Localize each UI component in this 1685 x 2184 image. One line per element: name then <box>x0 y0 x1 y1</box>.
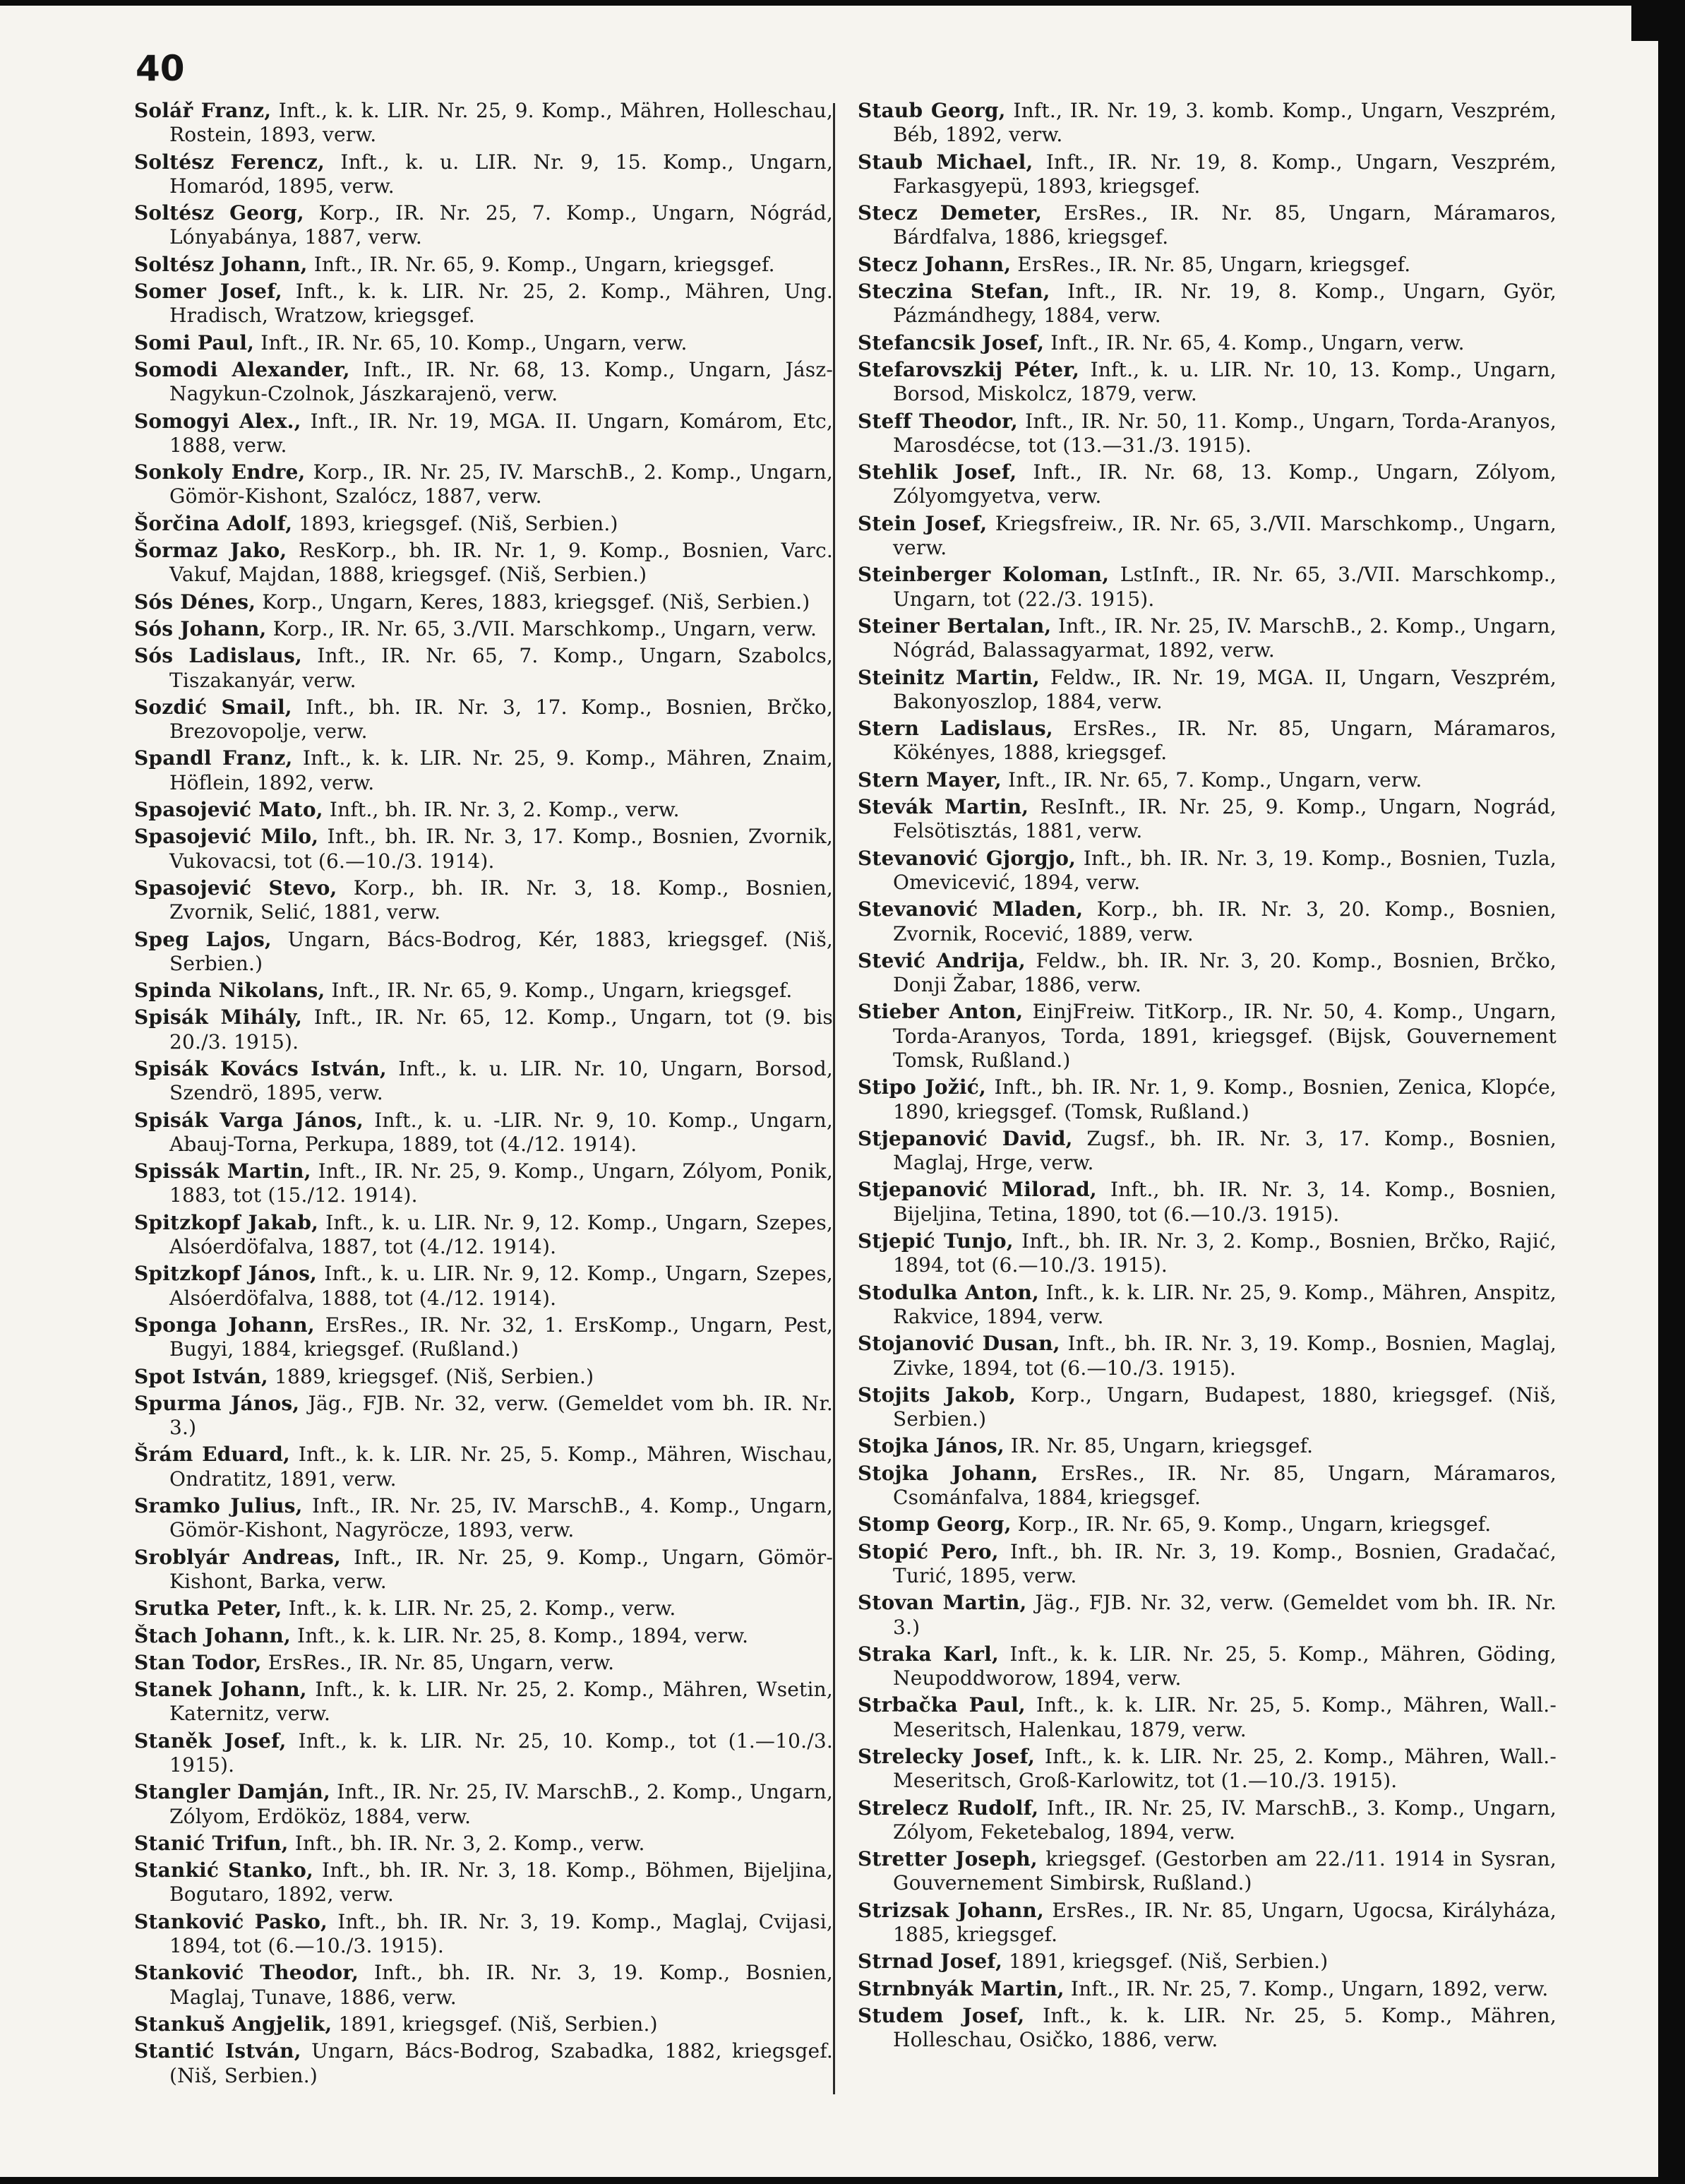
list-entry <box>134 1057 833 1106</box>
list-entry <box>134 99 833 148</box>
entry-name: Spot István, <box>134 1364 268 1388</box>
entry-details: Inft., k. u. LIR. Nr. 9, 15. Komp., Ungarn, Homaród, 1895, verw. <box>169 150 833 198</box>
list-entry <box>134 979 833 1003</box>
list-entry <box>134 1443 833 1491</box>
list-entry <box>858 1229 1557 1278</box>
entry-details: IR. Nr. 85, Ungarn, kriegsgef. <box>1004 1434 1314 1458</box>
entry-details: Inft., bh. IR. Nr. 3, 18. Komp., Böhmen, Bijeljina, Bogutaro, 1892, verw. <box>169 1858 833 1906</box>
entry-name: Sós Johann, <box>134 616 267 640</box>
list-entry <box>858 614 1557 663</box>
scan-border-right <box>1658 0 1685 2184</box>
list-entry <box>134 696 833 744</box>
entry-details: Inft., bh. IR. Nr. 3, 19. Komp., Bosnien, Gradačać, Turić, 1895, verw. <box>893 1539 1557 1587</box>
entry-details: Inft., k. u. LIR. Nr. 10, 13. Komp., Ungarn, Borsod, Miskolcz, 1879, verw. <box>893 357 1557 406</box>
entry-name: Stecz Johann, <box>858 252 1012 276</box>
entry-name: Stjepić Tunjo, <box>858 1229 1014 1253</box>
entry-name: Stanković Pasko, <box>134 1909 328 1933</box>
entry-name: Stretter Joseph, <box>858 1847 1038 1871</box>
list-entry <box>858 1847 1557 1896</box>
entry-name: Stojka Johann, <box>858 1461 1038 1485</box>
entry-details: Inft., k. k. LIR. Nr. 25, 2. Komp., Mähren, Wall.-Meseritsch, Groß-Karlowitz, tot (1.—10./3. 1915). <box>893 1745 1557 1793</box>
entry-details: Inft., IR. Nr. 25, 9. Komp., Ungarn, Zólyom, Ponik, 1883, tot (15./12. 1914). <box>169 1159 833 1207</box>
list-entry <box>134 331 833 355</box>
list-entry <box>858 1512 1557 1536</box>
entry-name: Steiner Bertalan, <box>858 614 1052 638</box>
list-entry <box>858 717 1557 765</box>
list-entry <box>134 617 833 641</box>
list-entry <box>134 1858 833 1907</box>
entry-name: Šormaz Jako, <box>134 539 287 563</box>
entry-name: Stojanović Dusan, <box>858 1332 1060 1356</box>
entry-name: Sozdić Smail, <box>134 695 292 719</box>
list-entry <box>134 280 833 328</box>
entry-details: Inft., k. k. LIR. Nr. 25, 5. Komp., Mähren, Wischau, Ondratitz, 1891, verw. <box>169 1443 833 1491</box>
list-entry <box>134 512 833 536</box>
entry-name: Straka Karl, <box>858 1642 999 1666</box>
list-entry <box>858 1000 1557 1073</box>
list-entry <box>134 1780 833 1829</box>
list-entry <box>134 1159 833 1208</box>
list-entry <box>858 1434 1557 1458</box>
entry-details: Inft., bh. IR. Nr. 3, 19. Komp., Bosnien, Maglaj, Zivke, 1894, tot (6.—10./3. 1915). <box>893 1332 1557 1380</box>
entry-name: Soltész Johann, <box>134 252 308 276</box>
list-entry <box>858 1383 1557 1432</box>
entry-details: Inft., bh. IR. Nr. 3, 17. Komp., Bosnien, Brčko, Brezovopolje, verw. <box>169 695 834 744</box>
list-entry <box>858 1899 1557 1947</box>
entry-name: Sroblyár Andreas, <box>134 1545 341 1569</box>
entry-name: Sós Ladislaus, <box>134 644 302 668</box>
entry-details: Inft., bh. IR. Nr. 3, 14. Komp., Bosnien, Bijeljina, Tetina, 1890, tot (6.—10./3. 1915). <box>893 1178 1557 1226</box>
list-entry <box>858 1281 1557 1330</box>
entry-details: Inft., IR. Nr. 25, IV. MarschB., 2. Komp., Ungarn, Zólyom, Erdököz, 1884, verw. <box>169 1780 833 1828</box>
entry-details: Inft., k. k. LIR. Nr. 25, 2. Komp., verw. <box>282 1597 676 1621</box>
entry-details: Jäg., FJB. Nr. 32, verw. (Gemeldet vom bh. IR. Nr. 3.) <box>169 1391 833 1440</box>
entry-name: Stjepanović Milorad, <box>858 1178 1097 1202</box>
list-entry <box>858 1462 1557 1510</box>
entry-details: Inft., IR. Nr. 25, 7. Komp., Ungarn, 1892, verw. <box>1064 1976 1549 2000</box>
entry-name: Stojits Jakob, <box>858 1383 1017 1407</box>
scan-border-bottom <box>0 2177 1685 2184</box>
entry-details: Inft., IR. Nr. 25, IV. MarschB., 3. Komp., Ungarn, Zólyom, Feketebalog, 1894, verw. <box>893 1796 1557 1844</box>
list-entry <box>858 1178 1557 1227</box>
entry-name: Stipo Jožić, <box>858 1075 986 1099</box>
list-entry <box>134 1365 833 1389</box>
entry-name: Staub Georg, <box>858 99 1006 122</box>
entry-details: Inft., k. k. LIR. Nr. 25, 2. Komp., Mähren, Ung. Hradisch, Wratzow, kriegsgef. <box>169 280 833 328</box>
entry-details: ResKorp., bh. IR. Nr. 1, 9. Komp., Bosnien, Varc. Vakuf, Majdan, 1888, kriegsgef. (Niš, Serbien.) <box>169 539 833 587</box>
list-entry <box>134 876 833 925</box>
entry-name: Spasojević Milo, <box>134 825 319 849</box>
entry-details: Ungarn, Bács-Bodrog, Szabadka, 1882, kriegsgef. (Niš, Serbien.) <box>169 2039 833 2087</box>
entry-name: Speg Lajos, <box>134 927 272 951</box>
list-entry <box>858 460 1557 509</box>
entry-details: Korp., bh. IR. Nr. 3, 18. Komp., Bosnien, Zvornik, Selić, 1881, verw. <box>169 876 834 924</box>
entry-name: Soltész Ferencz, <box>134 150 325 174</box>
entry-name: Somodi Alexander, <box>134 357 350 381</box>
entry-details: Inft., k. k. LIR. Nr. 25, 10. Komp., tot (1.—10./3. 1915). <box>169 1729 833 1777</box>
list-entry <box>858 2004 1557 2053</box>
entry-details: Inft., k. k. LIR. Nr. 25, 5. Komp., Mähren, Holleschau, Osičko, 1886, verw. <box>893 2003 1557 2052</box>
entry-details: 1891, kriegsgef. (Niš, Serbien.) <box>1002 1950 1329 1974</box>
list-entry <box>134 1494 833 1543</box>
list-entry <box>134 1651 833 1675</box>
entry-details: Inft., IR. Nr. 50, 11. Komp., Ungarn, Torda-Aranyos, Marosdécse, tot (13.—31./3. 1915). <box>893 409 1557 457</box>
list-entry <box>134 798 833 822</box>
left-column <box>134 99 833 2091</box>
entry-details: Inft., k. k. LIR. Nr. 25, 8. Komp., 1894, verw. <box>290 1623 749 1647</box>
entry-name: Stein Josef, <box>858 511 988 535</box>
list-entry <box>134 1910 833 1959</box>
entry-name: Sós Dénes, <box>134 590 256 614</box>
list-entry <box>858 768 1557 792</box>
list-entry <box>858 280 1557 328</box>
list-entry <box>134 1006 833 1054</box>
entry-details: Inft., IR. Nr. 25, IV. MarschB., 4. Komp., Ungarn, Gömör-Kishont, Nagyröcze, 1893, verw. <box>169 1494 833 1542</box>
entry-details: Korp., bh. IR. Nr. 3, 20. Komp., Bosnien, Zvornik, Rocević, 1889, verw. <box>893 897 1557 945</box>
entry-name: Spasojević Stevo, <box>134 876 337 900</box>
entry-name: Stanković Theodor, <box>134 1961 359 1985</box>
list-entry <box>134 1313 833 1362</box>
entry-name: Stecz Demeter, <box>858 201 1043 225</box>
entry-details: Korp., Ungarn, Budapest, 1880, kriegsgef. (Niš, Serbien.) <box>893 1383 1557 1431</box>
entry-details: Korp., IR. Nr. 25, 7. Komp., Ungarn, Nógrád, Lónyabánya, 1887, verw. <box>169 201 833 249</box>
list-entry <box>134 201 833 250</box>
entry-details: Inft., bh. IR. Nr. 3, 2. Komp., Bosnien, Brčko, Rajić, 1894, tot (6.—10./3. 1915). <box>893 1229 1557 1277</box>
entry-name: Sponga Johann, <box>134 1313 315 1337</box>
entry-name: Stanek Johann, <box>134 1678 307 1702</box>
entry-name: Strelecz Rudolf, <box>858 1796 1039 1820</box>
entry-details: Korp., IR. Nr. 25, IV. MarschB., 2. Komp., Ungarn, Gömör-Kishont, Szalócz, 1887, verw. <box>169 460 833 508</box>
list-entry <box>134 150 833 199</box>
list-entry <box>134 460 833 509</box>
entry-details: Inft., k. k. LIR. Nr. 25, 5. Komp., Mähren, Göding, Neupoddworow, 1894, verw. <box>893 1642 1557 1690</box>
entry-details: Inft., k. k. LIR. Nr. 25, 9. Komp., Mähren, Znaim, Höflein, 1892, verw. <box>169 746 833 794</box>
entry-details: LstInft., IR. Nr. 65, 3./VII. Marschkomp., Ungarn, tot (22./3. 1915). <box>893 563 1557 611</box>
list-entry <box>858 666 1557 715</box>
entry-details: kriegsgef. (Gestorben am 22./11. 1914 in Sysran, Gouvernement Simbirsk, Rußland.) <box>893 1847 1557 1895</box>
list-entry <box>858 1332 1557 1380</box>
entry-details: Inft., bh. IR. Nr. 3, 2. Komp., verw. <box>323 798 680 822</box>
list-entry <box>134 746 833 795</box>
entry-name: Šrám Eduard, <box>134 1443 290 1467</box>
entry-details: Zugsf., bh. IR. Nr. 3, 17. Komp., Bosnien, Maglaj, Hrge, verw. <box>893 1126 1557 1175</box>
entry-name: Stangler Damján, <box>134 1780 330 1804</box>
list-entry <box>134 1211 833 1260</box>
list-entry <box>134 1546 833 1594</box>
list-entry <box>134 590 833 614</box>
entry-details: Inft., IR. Nr. 65, 12. Komp., Ungarn, tot (9. bis 20./3. 1915). <box>169 1006 833 1054</box>
entry-name: Spinda Nikolans, <box>134 979 325 1003</box>
entry-details: Korp., IR. Nr. 65, 3./VII. Marschkomp., Ungarn, verw. <box>266 616 817 640</box>
entry-name: Šorčina Adolf, <box>134 511 293 535</box>
entry-name: Steinberger Koloman, <box>858 563 1110 587</box>
entry-name: Spisák Kovács István, <box>134 1056 387 1080</box>
entry-name: Stankić Stanko, <box>134 1858 313 1882</box>
list-entry <box>134 644 833 693</box>
entry-details: EinjFreiw. TitKorp., IR. Nr. 50, 4. Komp., Ungarn, Torda-Aranyos, Torda, 1891, kriegsgef. (Bijsk, Gouvernement Tomsk, Rußland.) <box>893 1000 1557 1072</box>
entry-name: Stern Ladislaus, <box>858 717 1053 741</box>
entry-name: Somi Paul, <box>134 330 255 354</box>
entry-details: Inft., k. u. LIR. Nr. 9, 12. Komp., Ungarn, Szepes, Alsóerdöfalva, 1887, tot (4./12. 1914). <box>169 1210 833 1259</box>
list-entry <box>858 410 1557 458</box>
entry-name: Stantić István, <box>134 2039 301 2063</box>
entry-details: Inft., bh. IR. Nr. 3, 19. Komp., Bosnien, Maglaj, Tunave, 1886, verw. <box>169 1961 834 2009</box>
list-entry <box>134 1597 833 1621</box>
entry-name: Sonkoly Endre, <box>134 460 306 484</box>
list-entry <box>134 253 833 277</box>
entry-details: ErsRes., IR. Nr. 85, Ungarn, verw. <box>261 1650 615 1674</box>
entry-name: Soltész Georg, <box>134 201 304 225</box>
entry-details: ErsRes., IR. Nr. 85, Ungarn, Máramaros, Bárdfalva, 1886, kriegsgef. <box>893 201 1557 249</box>
entry-details: Inft., IR. Nr. 65, 7. Komp., Ungarn, Szabolcs, Tiszakanyár, verw. <box>169 644 834 692</box>
entry-name: Stankuš Angjelik, <box>134 2012 332 2036</box>
entry-name: Stanić Trifun, <box>134 1831 289 1855</box>
entry-details: Inft., bh. IR. Nr. 3, 19. Komp., Maglaj, Cvijasi, 1894, tot (6.—10./3. 1915). <box>169 1909 833 1958</box>
list-entry <box>134 1392 833 1440</box>
list-entry <box>858 201 1557 250</box>
list-entry <box>134 539 833 587</box>
entry-details: Inft., IR. Nr. 65, 7. Komp., Ungarn, verw. <box>1001 768 1422 792</box>
right-column <box>858 99 1557 2055</box>
entry-details: Inft., bh. IR. Nr. 3, 19. Komp., Bosnien, Tuzla, Omevicević, 1894, verw. <box>893 846 1557 894</box>
entry-details: Inft., k. u. -LIR. Nr. 9, 10. Komp., Ungarn, Abauj-Torna, Perkupa, 1889, tot (4./12. 1914). <box>169 1108 833 1156</box>
entry-details: Jäg., FJB. Nr. 32, verw. (Gemeldet vom bh. IR. Nr. 3.) <box>893 1591 1557 1639</box>
entry-name: Stefarovszkij Péter, <box>858 357 1080 381</box>
entry-details: Inft., k. k. LIR. Nr. 25, 5. Komp., Mähren, Wall.-Meseritsch, Halenkau, 1879, verw. <box>893 1693 1557 1741</box>
entry-name: Studem Josef, <box>858 2003 1025 2027</box>
entry-name: Spurma János, <box>134 1391 300 1415</box>
entry-details: Inft., k. u. LIR. Nr. 9, 12. Komp., Ungarn, Szepes, Alsóerdöfalva, 1888, tot (4./12. 1914). <box>169 1262 834 1310</box>
list-entry <box>134 2012 833 2036</box>
list-entry <box>858 1693 1557 1742</box>
entry-details: ErsRes., IR. Nr. 85, Ungarn, Ugocsa, Királyháza, 1885, kriegsgef. <box>893 1898 1557 1947</box>
entry-name: Stovan Martin, <box>858 1591 1027 1615</box>
entry-details: ErsRes., IR. Nr. 85, Ungarn, Máramaros, Csománfalva, 1884, kriegsgef. <box>893 1461 1557 1510</box>
list-entry <box>858 949 1557 998</box>
list-entry <box>858 563 1557 611</box>
entry-name: Stjepanović David, <box>858 1126 1073 1150</box>
list-entry <box>134 2039 833 2088</box>
list-entry <box>134 1961 833 2010</box>
list-entry <box>134 1624 833 1648</box>
entry-details: Inft., IR. Nr. 65, 10. Komp., Ungarn, verw. <box>254 330 688 354</box>
entry-name: Solář Franz, <box>134 99 272 122</box>
entry-details: ErsRes., IR. Nr. 85, Ungarn, kriegsgef. <box>1011 252 1411 276</box>
list-entry <box>858 358 1557 407</box>
list-entry <box>134 825 833 873</box>
entry-details: ErsRes., IR. Nr. 85, Ungarn, Máramaros, Kökényes, 1888, kriegsgef. <box>893 717 1557 765</box>
entry-details: Korp., Ungarn, Keres, 1883, kriegsgef. (Niš, Serbien.) <box>256 590 810 614</box>
entry-details: Inft., IR. Nr. 19, 3. komb. Komp., Ungarn, Veszprém, Béb, 1892, verw. <box>893 99 1557 147</box>
entry-details: Inft., IR. Nr. 65, 9. Komp., Ungarn, kriegsgef. <box>307 252 775 276</box>
entry-name: Spissák Martin, <box>134 1159 311 1183</box>
entry-details: Inft., IR. Nr. 65, 4. Komp., Ungarn, verw. <box>1044 330 1465 354</box>
entry-name: Stević Andrija, <box>858 948 1026 972</box>
entry-details: Inft., IR. Nr. 19, MGA. II. Ungarn, Komárom, Etc, 1888, verw. <box>169 409 834 457</box>
entry-name: Štach Johann, <box>134 1623 291 1647</box>
entry-name: Stevanović Mladen, <box>858 897 1084 921</box>
entry-details: Inft., IR. Nr. 25, IV. MarschB., 2. Komp., Ungarn, Nógrád, Balassagyarmat, 1892, verw. <box>893 614 1557 662</box>
column-divider <box>833 103 835 2094</box>
list-entry <box>858 1950 1557 1974</box>
list-entry <box>858 1591 1557 1640</box>
list-entry <box>858 1796 1557 1845</box>
entry-name: Steczina Stefan, <box>858 280 1050 304</box>
entry-name: Stojka János, <box>858 1434 1005 1458</box>
entry-details: Inft., k. k. LIR. Nr. 25, 9. Komp., Mähren, Anspitz, Rakvice, 1894, verw. <box>893 1280 1557 1328</box>
list-entry <box>858 1540 1557 1589</box>
entry-name: Spisák Varga János, <box>134 1108 364 1132</box>
entry-details: Inft., IR. Nr. 19, 8. Komp., Ungarn, Veszprém, Farkasgyepü, 1893, kriegsgef. <box>893 150 1557 198</box>
list-entry <box>858 1127 1557 1176</box>
entry-details: Inft., bh. IR. Nr. 1, 9. Komp., Bosnien, Zenica, Klopće, 1890, kriegsgef. (Tomsk, Rußland.) <box>893 1075 1557 1123</box>
entry-details: Inft., IR. Nr. 19, 8. Komp., Ungarn, Györ, Pázmándhegy, 1884, verw. <box>893 280 1557 328</box>
entry-name: Stan Todor, <box>134 1650 262 1674</box>
list-entry <box>134 1109 833 1157</box>
list-entry <box>858 253 1557 277</box>
entry-name: Strizsak Johann, <box>858 1898 1044 1922</box>
entry-name: Steff Theodor, <box>858 409 1018 433</box>
entry-name: Strnad Josef, <box>858 1950 1003 1974</box>
list-entry <box>858 1745 1557 1794</box>
entry-name: Spasojević Mato, <box>134 798 323 822</box>
entry-name: Spandl Franz, <box>134 746 293 770</box>
entry-name: Somer Josef, <box>134 280 282 304</box>
entry-details: 1893, kriegsgef. (Niš, Serbien.) <box>292 511 618 535</box>
entry-name: Somogyi Alex., <box>134 409 301 433</box>
list-entry <box>134 1678 833 1726</box>
entry-name: Stomp Georg, <box>858 1512 1012 1536</box>
entry-details: Inft., bh. IR. Nr. 3, 17. Komp., Bosnien, Zvornik, Vukovacsi, tot (6.—10./3. 1914). <box>169 825 833 873</box>
list-entry <box>858 1075 1557 1124</box>
entry-name: Spitzkopf Jakab, <box>134 1210 319 1234</box>
page-number: 40 <box>136 48 185 89</box>
entry-details: Inft., k. k. LIR. Nr. 25, 2. Komp., Mähren, Wsetin, Katernitz, verw. <box>169 1678 833 1726</box>
entry-details: 1891, kriegsgef. (Niš, Serbien.) <box>332 2012 658 2036</box>
entry-details: Feldw., IR. Nr. 19, MGA. II, Ungarn, Veszprém, Bakonyoszlop, 1884, verw. <box>893 665 1557 713</box>
entry-name: Stern Mayer, <box>858 768 1002 792</box>
list-entry <box>134 1832 833 1856</box>
list-entry <box>134 410 833 458</box>
entry-details: 1889, kriegsgef. (Niš, Serbien.) <box>268 1364 594 1388</box>
list-entry <box>858 1977 1557 2001</box>
list-entry <box>858 150 1557 199</box>
list-entry <box>858 99 1557 148</box>
entry-name: Srutka Peter, <box>134 1597 282 1621</box>
list-entry <box>858 512 1557 561</box>
entry-name: Stodulka Anton, <box>858 1280 1039 1304</box>
entry-details: ErsRes., IR. Nr. 32, 1. ErsKomp., Ungarn, Pest, Bugyi, 1884, kriegsgef. (Rußland.) <box>169 1313 833 1361</box>
entry-details: Inft., IR. Nr. 68, 13. Komp., Ungarn, Zólyom, Zólyomgyetva, verw. <box>893 460 1557 508</box>
entry-details: Kriegsfreiw., IR. Nr. 65, 3./VII. Marschkomp., Ungarn, verw. <box>893 511 1557 560</box>
entry-details: Feldw., bh. IR. Nr. 3, 20. Komp., Bosnien, Brčko, Donji Žabar, 1886, verw. <box>893 948 1557 997</box>
entry-details: Inft., IR. Nr. 25, 9. Komp., Ungarn, Gömör-Kishont, Barka, verw. <box>169 1545 834 1593</box>
entry-name: Stehlik Josef, <box>858 460 1017 484</box>
entry-name: Stevanović Gjorgjo, <box>858 846 1077 870</box>
list-entry <box>858 795 1557 844</box>
list-entry <box>134 358 833 407</box>
entry-name: Stevák Martin, <box>858 795 1029 819</box>
entry-details: Ungarn, Bács-Bodrog, Kér, 1883, kriegsgef. (Niš, Serbien.) <box>169 927 833 975</box>
entry-name: Sramko Julius, <box>134 1494 303 1518</box>
entry-details: Korp., IR. Nr. 65, 9. Komp., Ungarn, kriegsgef. <box>1011 1512 1492 1536</box>
entry-name: Stefancsik Josef, <box>858 330 1045 354</box>
scan-border-top <box>0 0 1685 6</box>
entry-name: Staub Michael, <box>858 150 1033 174</box>
list-entry <box>134 1262 833 1311</box>
entry-details: Inft., bh. IR. Nr. 3, 2. Komp., verw. <box>288 1831 645 1855</box>
list-entry <box>858 897 1557 946</box>
scan-corner <box>1631 6 1658 41</box>
entry-details: Inft., IR. Nr. 65, 9. Komp., Ungarn, kriegsgef. <box>325 979 793 1003</box>
list-entry <box>858 331 1557 355</box>
entry-details: Inft., k. u. LIR. Nr. 10, Ungarn, Borsod, Szendrö, 1895, verw. <box>169 1056 833 1105</box>
list-entry <box>858 1642 1557 1691</box>
entry-name: Spisák Mihály, <box>134 1006 303 1030</box>
entry-name: Stieber Anton, <box>858 1000 1024 1024</box>
list-entry <box>858 847 1557 895</box>
entry-name: Spitzkopf János, <box>134 1262 318 1286</box>
entry-name: Steinitz Martin, <box>858 665 1040 689</box>
list-entry <box>134 928 833 977</box>
entry-name: Strelecky Josef, <box>858 1745 1036 1768</box>
entry-name: Staněk Josef, <box>134 1729 287 1753</box>
entry-name: Strnbnyák Martin, <box>858 1976 1065 2000</box>
entry-details: Inft., k. k. LIR. Nr. 25, 9. Komp., Mähren, Holleschau, Rostein, 1893, verw. <box>169 99 833 147</box>
entry-name: Strbačka Paul, <box>858 1693 1026 1717</box>
entry-details: ResInft., IR. Nr. 25, 9. Komp., Ungarn, Nográd, Felsötisztás, 1881, verw. <box>893 795 1557 843</box>
list-entry <box>134 1729 833 1778</box>
entry-details: Inft., IR. Nr. 68, 13. Komp., Ungarn, Jász-Nagykun-Czolnok, Jászkarajenö, verw. <box>169 357 833 406</box>
entry-name: Stopić Pero, <box>858 1539 999 1563</box>
